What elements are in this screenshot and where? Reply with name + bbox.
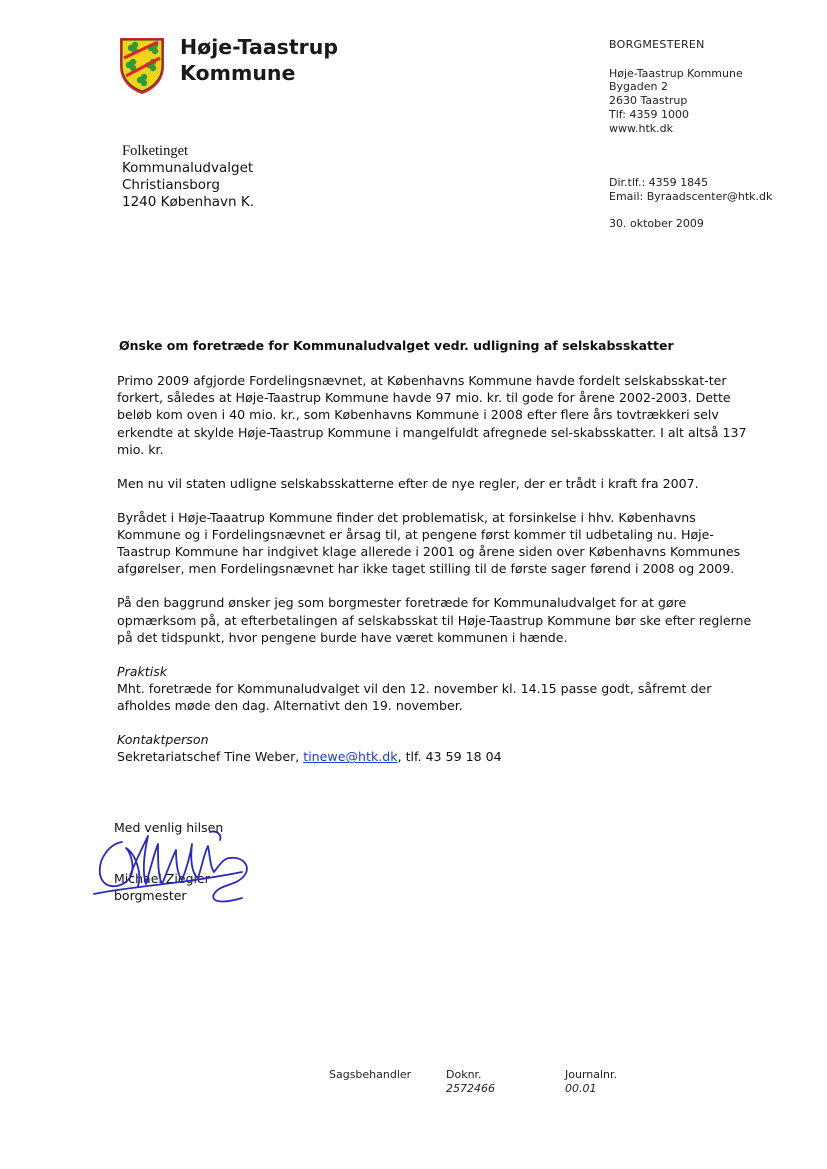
footer-case-handler: [329, 1068, 411, 1082]
footer-case-label: Sagsbehandler: [329, 1068, 412, 1081]
contact-email-link[interactable]: tinewe@htk.dk: [303, 749, 398, 765]
letterhead-line2: Kommune: [180, 61, 296, 85]
contact-prefix: Sekretariatschef Tine Weber,: [117, 749, 304, 765]
contact-suffix: , tlf. 43 59 18 04: [397, 749, 502, 765]
practical-text: Mht. foretræde for Kommunaludvalget vil den 12. november kl. 14.15 passe godt, såfremt der afholdes møde den dag. Alternativt den 19. november.: [117, 681, 712, 714]
sender-street: Bygaden 2: [609, 80, 668, 94]
sender-address: [609, 38, 743, 135]
footer-doc-number: [446, 1068, 495, 1096]
sender-direct-phone: Dir.tlf.: 4359 1845: [609, 176, 709, 189]
footer-journal-value: 00.01: [565, 1082, 597, 1095]
sender-email: Email: Byraadscenter@htk.dk: [609, 189, 773, 203]
letterhead-title: [180, 34, 338, 86]
sender-name: Høje-Taastrup Kommune: [609, 66, 743, 80]
footer-doc-value: 2572466: [446, 1082, 495, 1095]
signatory-name: Michael Ziegler: [114, 871, 210, 886]
signatory-title: borgmester: [114, 888, 187, 903]
recipient-line3: Christiansborg: [122, 177, 220, 193]
closing-greeting: Med venlig hilsen: [114, 820, 224, 835]
recipient-address: [122, 143, 254, 211]
sender-phone: Tlf: 4359 1000: [609, 107, 689, 121]
paragraph-3: Byrådet i Høje-Taaatrup Kommune finder det problematisk, at forsinkelse i hhv. Københavns Kommune og i Fordelingsnævnet er årsag til, at pengene først kommer til udbetaling nu. Høje-Taastrup Kommune har indgivet klage allerede i 2001 og årene siden over Københavns Kommunes afgørelser, men Fordelingsnævnet har ikke taget stilling til de første sager førend i 2008 og 2009.: [117, 509, 741, 577]
letterhead-line1: Høje-Taastrup: [180, 35, 339, 59]
paragraph-2: Men nu vil staten udligne selskabsskatterne efter de nye regler, der er trådt i kraft fra 2007.: [117, 475, 699, 491]
handwritten-signature: [92, 814, 257, 914]
sender-web: www.htk.dk: [609, 121, 673, 135]
letter-date: 30. oktober 2009: [609, 217, 704, 230]
footer-journal-number: [565, 1068, 617, 1096]
municipality-crest-icon: [118, 36, 166, 96]
sender-title: BORGMESTEREN: [609, 38, 705, 51]
contact-section: [117, 731, 757, 765]
letter-body: [117, 372, 757, 782]
practical-section: [117, 663, 757, 715]
contact-heading: Kontaktperson: [117, 732, 209, 748]
practical-heading: Praktisk: [117, 663, 168, 679]
sender-contact: [609, 176, 772, 203]
paragraph-1: Primo 2009 afgjorde Fordelingsnævnet, at Københavns Kommune havde fordelt selskabsskat-ter forkert, således at Høje-Taastrup Kommune havde 97 mio. kr. til gode for årene 2002-2003. Dette beløb kom oven i 40 mio. kr., som Københavns Kommune i 2008 efter flere års tovtrækkeri selv erkendte at skylde Høje-Taastrup Kommune i mangelfuldt afregnede sel-skabsskatter. I alt altså 137 mio. kr.: [117, 373, 747, 457]
footer-doc-label: Doknr.: [446, 1068, 482, 1081]
recipient-line1: Folketinget: [122, 143, 189, 159]
paragraph-4: På den baggrund ønsker jeg som borgmester foretræde for Kommunaludvalget for at gøre opmærksom på, at efterbetalingen af selskabsskat til Høje-Taastrup Kommune bør ske efter reglerne på det tidspunkt, hvor pengene burde have været kommunen i hænde.: [117, 595, 752, 645]
recipient-line2: Kommunaludvalget: [122, 160, 254, 176]
footer-journal-label: Journalnr.: [565, 1068, 618, 1081]
recipient-line4: 1240 København K.: [122, 194, 255, 210]
sender-city: 2630 Taastrup: [609, 94, 688, 108]
letter-subject: Ønske om foretræde for Kommunaludvalget vedr. udligning af selskabsskatter: [119, 338, 674, 353]
